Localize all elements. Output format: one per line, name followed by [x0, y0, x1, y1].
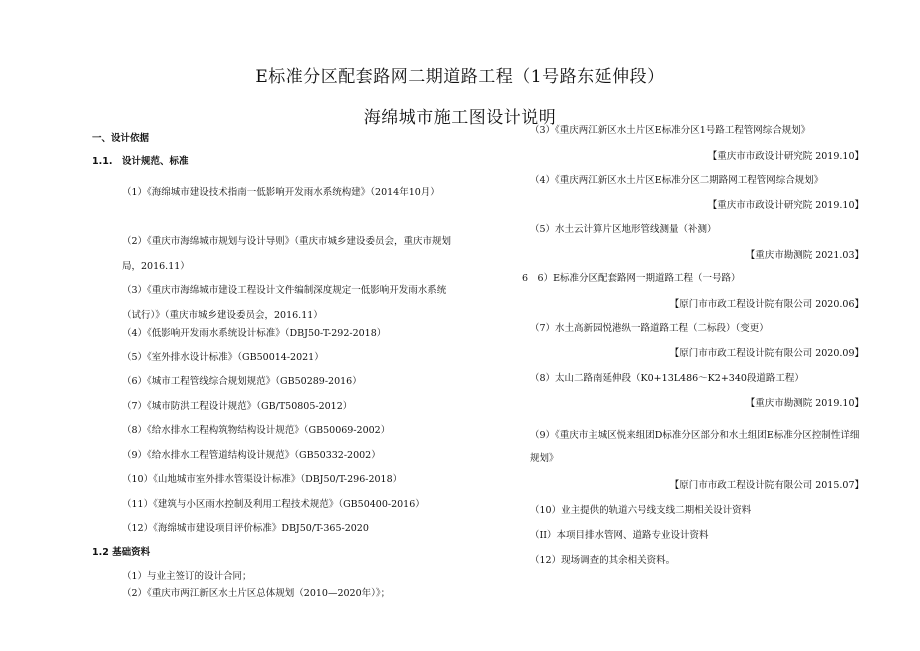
list-item: （3）《重庆两江新区水土片区E标准分区1号路工程管网综合规划》: [530, 125, 811, 136]
list-item: （12）《海绵城市建设项目评价标准》DBJ50/T-365-2020: [122, 523, 369, 534]
list-item: （9）《给水排水工程管道结构设计规范》（GB50332-2002）: [122, 450, 381, 461]
list-item: （3）《重庆市海绵城市建设工程设计文件编制深度规定一低影响开发雨水系统（试行）》（重庆市城乡建设委员会，2016.11）: [122, 285, 447, 321]
list-item: （8）《给水排水工程构筑物结构设计规范》（GB50069-2002）: [122, 425, 391, 436]
list-item: （II）本项目排水管网、道路专业设计资料: [530, 530, 709, 541]
source-note: 【原门市市政工程设计院有限公司 2015.07】: [669, 480, 864, 491]
list-item: （7）《城市防洪工程设计规范》（GB/T50805-2012）: [122, 401, 353, 412]
document-title: E标准分区配套路网二期道路工程（1号路东延伸段）: [255, 67, 665, 87]
source-note: 【重庆市勘测院 2021.03】: [745, 250, 864, 261]
section-heading-standards: 1.1. 设计规范、标准: [92, 156, 189, 167]
document-subtitle: 海绵城市施工图设计说明: [363, 108, 557, 128]
list-item: 6 6）E标准分区配套路网一期道路工程（一号路）: [522, 273, 741, 284]
list-item: （7）水土高新园悦港纵一路道路工程（二标段）（变更）: [530, 323, 769, 334]
list-item: （5）水土云计算片区地形管线测量（补测）: [530, 224, 717, 235]
source-note: 【重庆市勘测院 2019.10】: [745, 398, 864, 409]
list-item: （1）《海绵城市建设技术指南一低影响开发雨水系统构建》（2014年10月）: [122, 187, 440, 198]
section-heading-basic-data: 1.2 基础资料: [92, 547, 151, 558]
source-note: 【原门市市政工程设计院有限公司 2020.09】: [669, 348, 864, 359]
list-item: （6）《城市工程管线综合规划规范》（GB50289-2016）: [122, 376, 362, 387]
list-item: （11）《建筑与小区雨水控制及利用工程技术规范》（GB50400-2016）: [122, 499, 425, 510]
list-item: （5）《室外排水设计标准》（GB50014-2021）: [122, 352, 324, 363]
list-item: （2）《重庆市两江新区水土片区总体规划（2010—2020年）》；: [122, 588, 391, 599]
list-item: （2）《重庆市海绵城市规划与设计导则》（重庆市城乡建设委员会，重庆市规划局，2016.11）: [122, 236, 452, 272]
source-note: 【原门市市政工程设计院有限公司 2020.06】: [669, 299, 864, 310]
list-item: （12）现场调查的其余相关资料。: [530, 555, 676, 566]
list-item: （9）《重庆市主城区悦来组团D标准分区部分和水土组团E标准分区控制性详细规划》: [530, 430, 860, 464]
list-item: （10）《山地城市室外排水管渠设计标准》（DBJ50/T-296-2018）: [122, 474, 403, 485]
source-note: 【重庆市市政设计研究院 2019.10】: [707, 151, 864, 162]
section-heading-design-basis: 一、设计依据: [92, 133, 150, 144]
list-item: （1）与业主签订的设计合同；: [122, 571, 252, 582]
list-item: （4）《重庆两江新区水土片区E标准分区二期路网工程管网综合规划》: [530, 175, 824, 186]
list-item: （8）太山二路南延伸段（K0+13L486～K2+340段道路工程）: [530, 373, 804, 384]
list-item: （10）业主提供的轨道六号线支线二期相关设计资料: [530, 505, 752, 516]
list-item: （4）《低影响开发雨水系统设计标准》（DBJ50-T-292-2018）: [122, 328, 387, 339]
source-note: 【重庆市市政设计研究院 2019.10】: [707, 200, 864, 211]
